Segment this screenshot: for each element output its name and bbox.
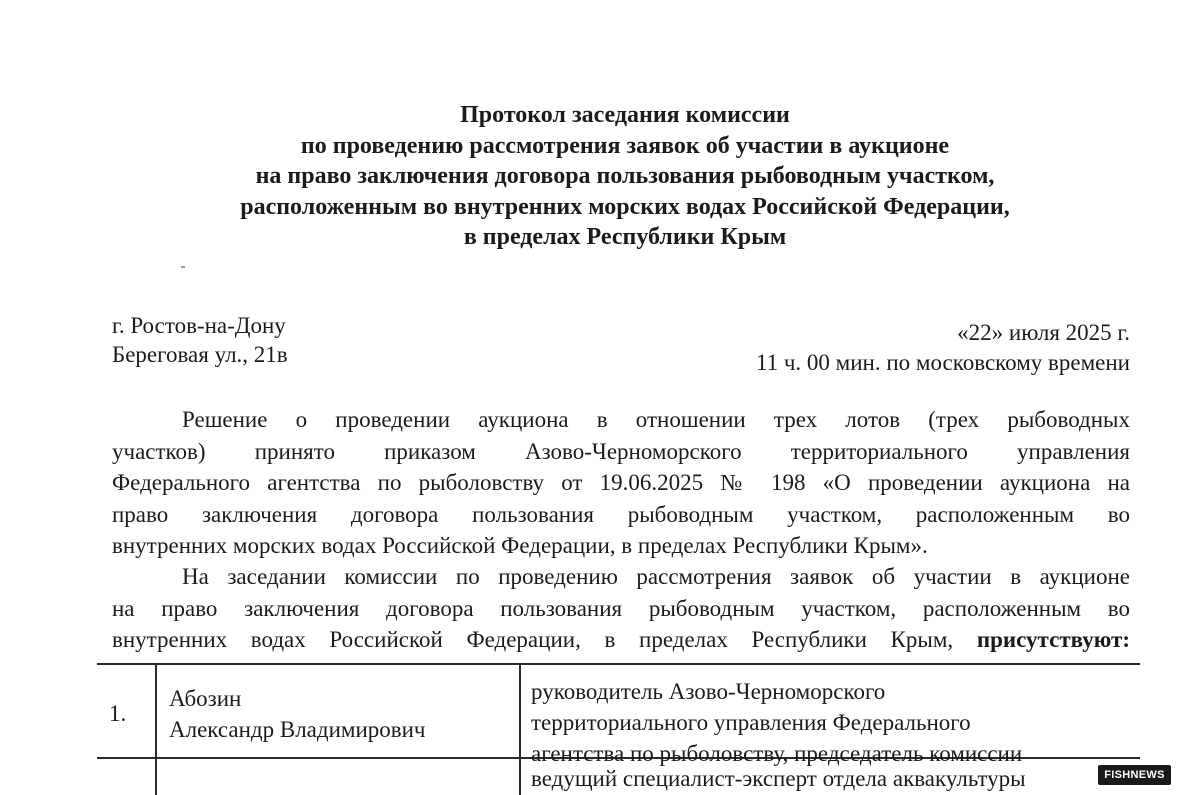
paragraph-line: Решение о проведении аукциона в отношении трех лотов (трех рыбоводных <box>182 407 1130 432</box>
paragraph-line: право заключения договора пользования рыбоводным участком, расположенным во <box>112 501 1130 527</box>
title-line-2: по проведению рассмотрения заявок об участии в аукционе <box>300 132 950 159</box>
date-value: «22» июля 2025 г. <box>957 320 1130 345</box>
role-line: руководитель Азово-Черноморского <box>531 679 886 704</box>
table-border-top <box>97 663 1140 665</box>
watermark-part-1: FISH <box>1104 769 1131 781</box>
title-line-4: расположенным во внутренних морских водах Российской Федерации, <box>240 193 1010 220</box>
paragraph-line: На заседании комиссии по проведению рассмотрения заявок об участии в аукционе <box>182 564 1130 589</box>
paragraph-line: участков) принято приказом Азово-Черноморского территориального управления <box>112 438 1130 464</box>
member-given-name: Александр Владимирович <box>169 717 426 742</box>
time-value: 11 ч. 00 мин. по московскому времени <box>755 350 1130 375</box>
paragraph-line: внутренних морских водах Российской Федерации, в пределах Республики Крым». <box>112 533 928 558</box>
document-title <box>0 100 1182 253</box>
meeting-date <box>756 318 1130 378</box>
paragraph-line: на право заключения договора пользования рыбоводным участком, расположенным во <box>112 595 1130 621</box>
role-line: агентства по рыболовству, председатель комиссии <box>531 741 1023 766</box>
member-role <box>531 763 1026 794</box>
scan-mark <box>181 266 185 268</box>
member-number: 1. <box>109 701 127 726</box>
members-table <box>97 663 1140 795</box>
paragraph-line-last <box>112 624 1130 656</box>
role-line: территориального управления Федерального <box>531 710 971 735</box>
place-address: Береговая ул., 21в <box>112 342 288 367</box>
paragraph-line: Федерального агентства по рыболовству от 19.06.2025 № 198 «О проведении аукциона на <box>112 470 1130 495</box>
title-line-1: Протокол заседания комиссии <box>460 102 790 128</box>
table-column-divider <box>519 663 521 795</box>
meeting-place <box>112 311 288 369</box>
title-line-5: в пределах Республики Крым <box>463 224 787 250</box>
present-label: присутствуют: <box>976 627 1130 652</box>
member-surname: Абозин <box>169 686 242 711</box>
member-name <box>169 683 426 745</box>
member-role <box>531 676 1022 769</box>
paragraph-attendance <box>112 561 1130 656</box>
role-line: ведущий специалист-эксперт отдела аквакультуры <box>531 766 1026 791</box>
paragraph-text: внутренних водах Российской Федерации, в пределах Республики Крым, <box>112 627 954 652</box>
title-line-3: на право заключения договора пользования рыбоводным участком, <box>255 163 995 189</box>
table-column-divider <box>155 663 157 795</box>
watermark-part-2: NEWS <box>1130 769 1165 781</box>
place-city: г. Ростов-на-Дону <box>112 313 286 338</box>
paragraph-decision <box>112 404 1130 562</box>
fishnews-watermark-logo <box>1098 765 1171 785</box>
